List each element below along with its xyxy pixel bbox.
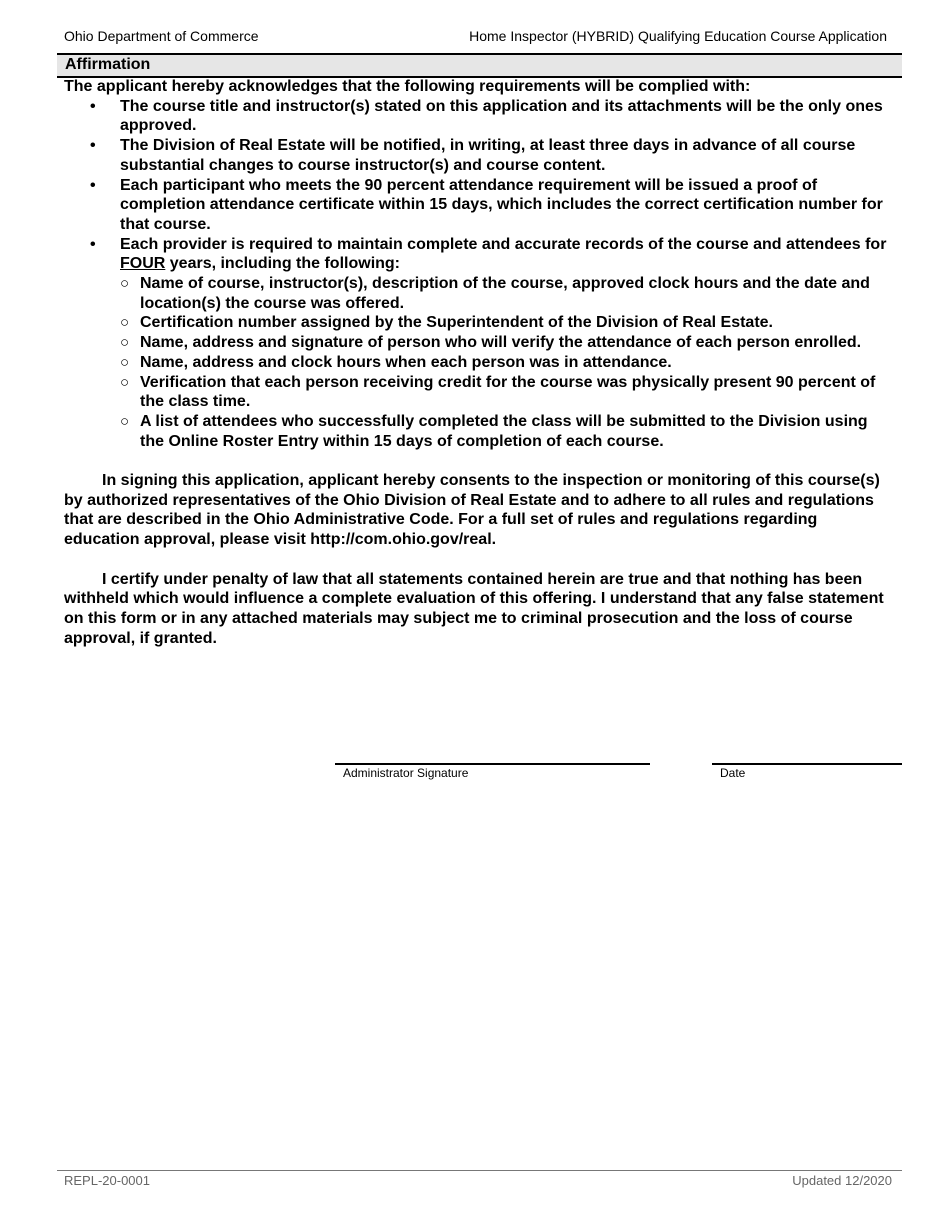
requirement-text: The Division of Real Estate will be notified, in writing, at least three days in advance of all course substantial changes to course instructor(s) and course content.: [120, 137, 856, 174]
records-sublist: [120, 274, 894, 451]
requirement-text: Each participant who meets the 90 percent attendance requirement will be issued a proof of completion attendance certificate within 15 days, which includes the correct certification number for that course.: [120, 176, 883, 233]
date-label: Date: [720, 766, 746, 780]
header-agency: Ohio Department of Commerce: [64, 28, 259, 44]
requirement-text: [120, 236, 886, 273]
underlined-emphasis: FOUR: [120, 255, 166, 273]
requirement-text: The course title and instructor(s) stated on this application and its attachments will be the only ones approved.: [120, 97, 883, 135]
list-item: [64, 97, 894, 136]
sub-item-text: Certification number assigned by the Superintendent of the Division of Real Estate.: [140, 314, 773, 332]
list-item: [64, 235, 894, 452]
header-form-title: Home Inspector (HYBRID) Qualifying Education Course Application: [469, 28, 887, 44]
footer-divider: [57, 1170, 902, 1171]
section-title: Affirmation: [65, 56, 151, 73]
intro-statement: The applicant hereby acknowledges that the following requirements will be complied with:: [64, 78, 751, 95]
date-signature-line[interactable]: [712, 763, 902, 765]
sub-item-text: Name, address and clock hours when each person was in attendance.: [140, 353, 672, 371]
bullet-icon: •: [90, 235, 96, 253]
administrator-signature-label: Administrator Signature: [343, 766, 469, 780]
circle-bullet-icon: ○: [120, 334, 130, 352]
administrator-signature-line[interactable]: [335, 763, 650, 765]
bullet-icon: •: [90, 176, 96, 194]
list-item: [64, 176, 894, 235]
requirement-text-start: Each provider is required to maintain complete and accurate records of the course and attendees for: [120, 235, 887, 253]
sub-list-item: [120, 373, 894, 412]
sub-list-item: [120, 274, 894, 313]
sub-list-item: [120, 333, 894, 353]
affirmation-content: [64, 77, 894, 648]
bullet-icon: •: [90, 137, 96, 155]
circle-bullet-icon: ○: [120, 373, 130, 391]
consent-paragraph: In signing this application, applicant hereby consents to the inspection or monitoring of this course(s) by authorized representatives of the Ohio Division of Real Estate and to adhere to all rules and regulations that are described in the Ohio Administrative Code. For a full set of rules and regulations regarding education approval, please visit http://com.ohio.gov/real.: [64, 472, 880, 549]
sub-item-text: Name, address and signature of person who will verify the attendance of each person enrolled.: [140, 334, 862, 352]
sub-item-text: Verification that each person receiving credit for the course was physically present 90 percent of the class time.: [140, 373, 876, 411]
circle-bullet-icon: ○: [120, 412, 130, 430]
certification-paragraph: I certify under penalty of law that all statements contained herein are true and that nothing has been withheld which would influence a complete evaluation of this offering. I understand that any false statement on this form or in any attached materials may subject me to criminal prosecution and the loss of course approval, if granted.: [64, 570, 884, 647]
circle-bullet-icon: ○: [120, 275, 130, 293]
circle-bullet-icon: ○: [120, 314, 130, 332]
circle-bullet-icon: ○: [120, 353, 130, 371]
updated-date: Updated 12/2020: [792, 1173, 892, 1188]
form-number: REPL-20-0001: [64, 1173, 150, 1188]
sub-list-item: [120, 353, 894, 373]
sub-item-text: A list of attendees who successfully completed the class will be submitted to the Division using the Online Roster Entry within 15 days of completion of each course.: [140, 412, 868, 450]
bullet-icon: •: [90, 97, 96, 115]
sub-list-item: [120, 412, 894, 451]
sub-list-item: [120, 313, 894, 333]
section-header-bar: [57, 53, 902, 78]
sub-item-text: Name of course, instructor(s), description of the course, approved clock hours and the date and location(s) the course was offered.: [140, 275, 870, 312]
requirement-text-end: years, including the following:: [165, 255, 401, 273]
list-item: [64, 136, 894, 175]
requirements-list: [64, 97, 894, 452]
